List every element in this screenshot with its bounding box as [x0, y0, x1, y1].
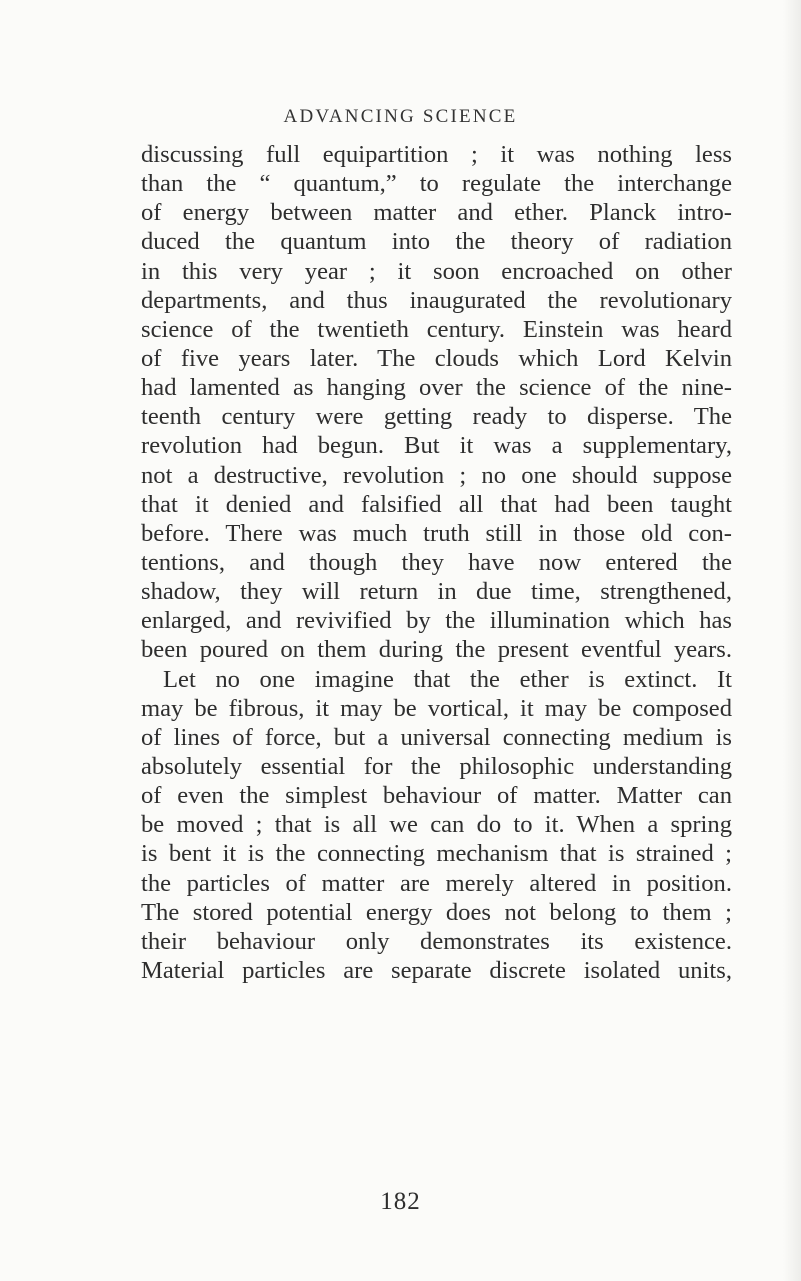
text-line: science of the twentieth century. Einstein was heard	[141, 315, 732, 343]
text-line: tentions, and though they have now entered the	[141, 548, 732, 576]
text-line: of even the simplest behaviour of matter. Matter can	[141, 782, 732, 810]
text-line: The stored potential energy does not belong to them ;	[141, 898, 732, 926]
text-line: in this very year ; it soon encroached on other	[141, 257, 732, 285]
paragraph-first-line: Let no one imagine that the ether is extinct. It	[163, 665, 732, 693]
text-line: shadow, they will return in due time, strengthened,	[141, 578, 732, 606]
text-line: of energy between matter and ether. Planck intro-	[141, 199, 732, 227]
text-line: their behaviour only demonstrates its existence.	[141, 927, 732, 955]
text-line: that it denied and falsified all that had been taught	[141, 490, 732, 518]
text-line: been poured on them during the present eventful years.	[141, 636, 732, 664]
text-line: absolutely essential for the philosophic understanding	[141, 752, 732, 780]
text-line: teenth century were getting ready to disperse. The	[141, 403, 732, 431]
text-line: departments, and thus inaugurated the revolutionary	[141, 286, 732, 314]
text-line: be moved ; that is all we can do to it. When a spring	[141, 811, 732, 839]
text-line: Material particles are separate discrete isolated units,	[141, 956, 732, 984]
text-line: before. There was much truth still in those old con-	[141, 519, 732, 547]
text-line: is bent it is the connecting mechanism that is strained ;	[141, 840, 732, 868]
text-line: than the “ quantum,” to regulate the interchange	[141, 170, 732, 198]
text-line: the particles of matter are merely altered in position.	[141, 869, 732, 897]
text-line: not a destructive, revolution ; no one should suppose	[141, 461, 732, 489]
running-head: ADVANCING SCIENCE	[283, 106, 518, 127]
page-number: 182	[380, 1188, 421, 1215]
text-line: may be fibrous, it may be vortical, it may be composed	[141, 694, 732, 722]
body-text	[141, 140, 732, 985]
text-line: revolution had begun. But it was a supplementary,	[141, 432, 732, 460]
text-line: enlarged, and revivified by the illumination which has	[141, 607, 732, 635]
text-line: of five years later. The clouds which Lord Kelvin	[141, 344, 732, 372]
text-line: discussing full equipartition ; it was nothing less	[141, 141, 732, 168]
text-line: duced the quantum into the theory of radiation	[141, 228, 732, 256]
page-edge-shadow	[783, 0, 801, 1281]
text-line: had lamented as hanging over the science of the nine-	[141, 374, 732, 402]
text-line: of lines of force, but a universal connecting medium is	[141, 723, 732, 751]
